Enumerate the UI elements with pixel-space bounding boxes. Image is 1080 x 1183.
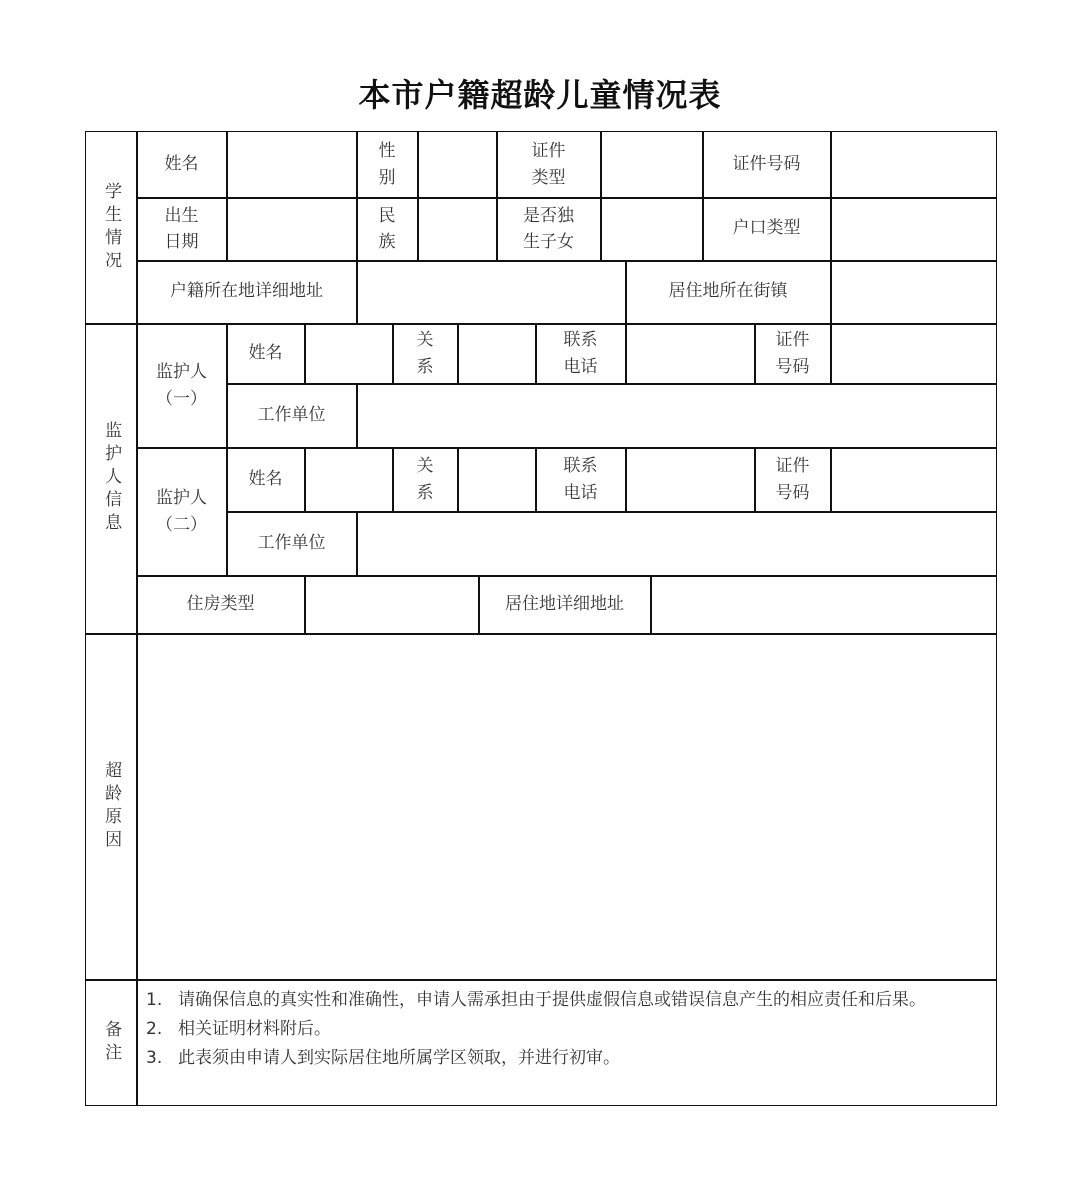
section-student <box>86 132 136 323</box>
label-guardian-1-idno: 证件 号码 <box>775 330 810 377</box>
id-type-field[interactable] <box>602 133 701 196</box>
label-id-number: 证件号码 <box>732 153 801 174</box>
remarks-list <box>146 986 991 1073</box>
guardian-2-relation-field[interactable] <box>459 449 534 510</box>
guardian-2-work-field[interactable] <box>358 513 995 574</box>
section-remarks <box>86 980 136 1106</box>
label-hukou-address: 户籍所在地详细地址 <box>170 281 323 302</box>
ethnicity-field[interactable] <box>419 199 495 259</box>
guardian-1-relation-field[interactable] <box>459 325 534 382</box>
guardian-2-idno-field[interactable] <box>832 449 995 510</box>
label-guardian-2: 监护人 （二） <box>156 488 207 535</box>
id-number-field[interactable] <box>832 133 995 196</box>
hukou-type-field[interactable] <box>832 199 995 259</box>
label-guardian-2-work: 工作单位 <box>257 532 326 553</box>
section-reason <box>86 634 136 979</box>
residence-town-field[interactable] <box>832 262 995 322</box>
housing-type-field[interactable] <box>306 577 477 632</box>
remark-item: 3. 此表须由申请人到实际居住地所属学区领取，并进行初审。 <box>146 1048 620 1068</box>
label-guardian-2-idno: 证件 号码 <box>775 456 810 503</box>
label-only-child: 是否独 生子女 <box>523 205 574 252</box>
remark-item: 1. 请确保信息的真实性和准确性，申请人需承担由于提供虚假信息或错误信息产生的相应责任和后果。 <box>146 990 926 1010</box>
section-guardian <box>86 324 136 633</box>
label-student-name: 姓名 <box>164 153 199 174</box>
gender-field[interactable] <box>419 133 495 196</box>
section-guardian-label: 监护人信息 <box>101 421 122 536</box>
label-gender: 性 别 <box>378 141 396 188</box>
guardian-2-name-field[interactable] <box>306 449 391 510</box>
guardian-1-work-field[interactable] <box>358 385 995 446</box>
label-guardian-1-work: 工作单位 <box>257 404 326 425</box>
guardian-2-phone-field[interactable] <box>627 449 753 510</box>
label-guardian-2-relation: 关 系 <box>416 456 434 503</box>
label-guardian-1-relation: 关 系 <box>416 330 434 377</box>
label-housing-type: 住房类型 <box>186 593 255 614</box>
residence-address-field[interactable] <box>652 577 995 632</box>
guardian-1-idno-field[interactable] <box>832 325 995 382</box>
only-child-field[interactable] <box>602 199 701 259</box>
label-guardian-1-phone: 联系 电话 <box>563 330 598 377</box>
section-remarks-label: 备注 <box>101 1020 122 1066</box>
label-residence-town: 居住地所在街镇 <box>668 281 788 302</box>
birth-date-field[interactable] <box>228 199 355 259</box>
student-name-field[interactable] <box>228 133 355 196</box>
label-guardian-1-name: 姓名 <box>248 342 283 363</box>
remark-item: 2. 相关证明材料附后。 <box>146 1019 331 1039</box>
overage-reason-field[interactable] <box>138 635 995 978</box>
label-guardian-2-phone: 联系 电话 <box>563 456 598 503</box>
guardian-1-phone-field[interactable] <box>627 325 753 382</box>
label-hukou-type: 户口类型 <box>732 218 801 239</box>
label-birth-date: 出生 日期 <box>164 205 199 252</box>
label-ethnicity: 民 族 <box>378 205 396 252</box>
section-reason-label: 超龄原因 <box>101 760 122 853</box>
form-title: 本市户籍超龄儿童情况表 <box>358 76 722 114</box>
guardian-1-name-field[interactable] <box>306 325 391 382</box>
label-residence-address: 居住地详细地址 <box>505 593 624 614</box>
label-id-type: 证件 类型 <box>531 141 566 188</box>
section-student-label: 学生情况 <box>101 181 122 274</box>
label-guardian-1: 监护人 （一） <box>156 362 207 409</box>
label-guardian-2-name: 姓名 <box>248 468 283 489</box>
hukou-address-field[interactable] <box>358 262 624 322</box>
